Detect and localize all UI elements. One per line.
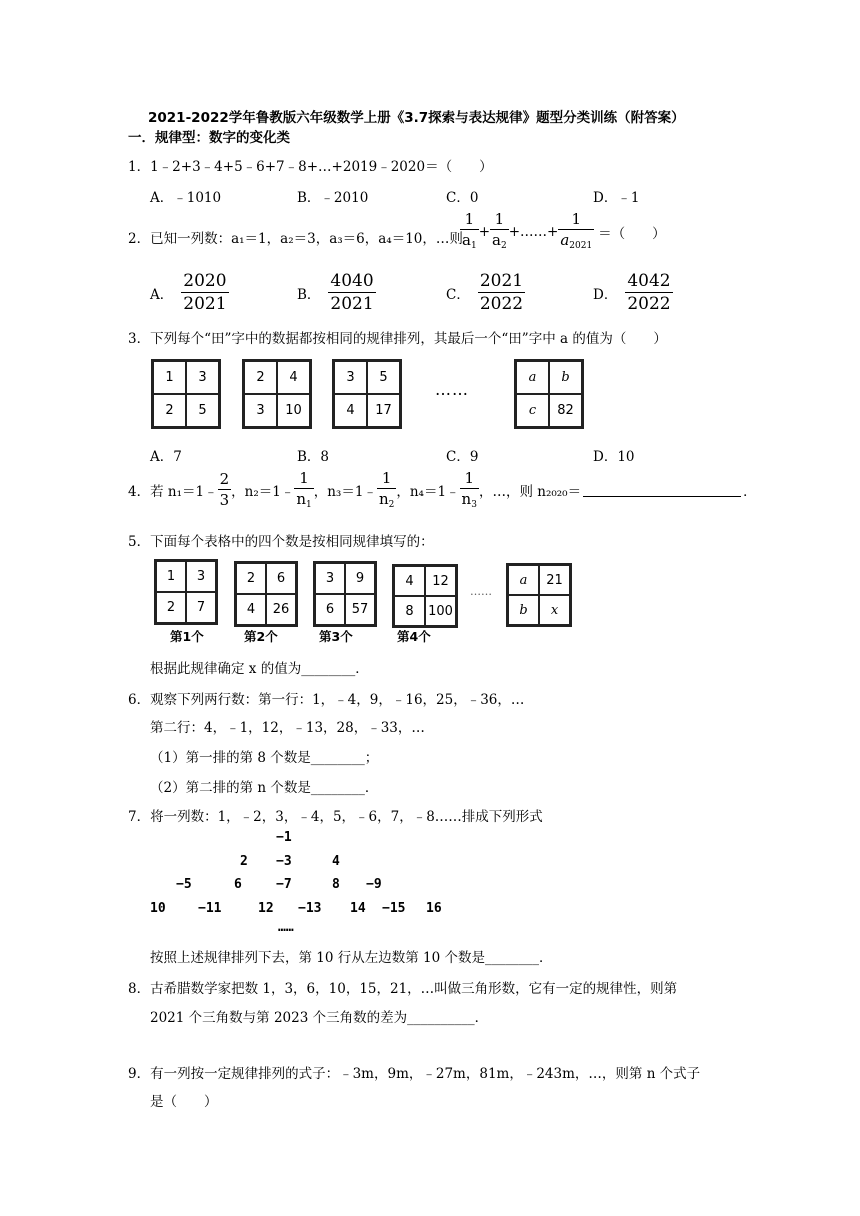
q9-line-1: 9．有一列按一定规律排列的式子：﹣3m，9m，﹣27m，81m，﹣243m，…，则第 n 个式子 — [128, 1066, 701, 1082]
q1-option-c[interactable]: C．0 — [446, 190, 479, 206]
q7-row-3-item: 8 — [332, 877, 340, 892]
q7-row-1-item: −1 — [276, 830, 292, 845]
q6-part-1: （1）第一排的第 8 个数是________； — [150, 750, 379, 766]
q5-grid-4: 4 12 8 100 — [392, 564, 458, 628]
q7-row-3-item: −5 — [176, 877, 192, 892]
q2-frac-2: $\frac{1}{a_2}$ — [492, 210, 507, 251]
q2-stem — [128, 227, 463, 247]
q6-part-2: （2）第二排的第 n 个数是________． — [150, 780, 379, 796]
q2-frac-3: $\frac{1}{a_{2021}}$ — [560, 210, 593, 251]
q5-caption-2: 第2个 — [244, 629, 278, 644]
q2-sequence: a₁＝1，a₂＝3，a₃＝6，a₄＝10，…则 — [231, 231, 463, 247]
q5-caption-1: 第1个 — [170, 629, 204, 644]
q7-row-3-item: 6 — [234, 877, 242, 892]
q7-row-3-item: −9 — [366, 877, 382, 892]
q7-row-3-item: −7 — [276, 877, 292, 892]
q5-grid-3: 3 9 6 57 — [313, 561, 377, 627]
q1-option-b[interactable]: B．﹣2010 — [297, 190, 369, 206]
q7-row-4-item: 14 — [350, 901, 366, 916]
q5-ellipsis: …… — [470, 585, 492, 598]
q2-option-d[interactable]: D． $\frac{4042}{2022}$ — [593, 271, 671, 314]
q7-row-4-item: −11 — [198, 901, 222, 916]
q7-row-2-item: 4 — [332, 854, 340, 869]
q8-line-2: 2021 个三角数与第 2023 个三角数的差为__________． — [150, 1010, 489, 1026]
q7-row-4-item: −15 — [382, 901, 406, 916]
q2-option-a[interactable]: A． $\frac{2020}{2021}$ — [150, 271, 227, 314]
q2-option-b[interactable]: B． $\frac{4040}{2021}$ — [297, 271, 374, 314]
q3-grid-2: 2 4 3 10 — [242, 359, 312, 429]
q7-question: 按照上述规律排列下去，第 10 行从左边数第 10 个数是________． — [150, 950, 553, 966]
q1-stem: 1．1﹣2+3﹣4+5﹣6+7﹣8+…+2019﹣2020＝（ ） — [128, 159, 493, 175]
q3-stem: 3．下列每个“田”字中的数据都按相同的规律排列，其最后一个“田”字中 a 的值为（ ） — [128, 331, 667, 347]
q2-option-c[interactable]: C． $\frac{2021}{2022}$ — [446, 271, 524, 314]
q7-dots: …… — [278, 920, 294, 935]
q3-ellipsis: …… — [435, 380, 469, 399]
section-heading: 一．规律型：数字的变化类 — [128, 130, 290, 146]
q7-row-4-item: −13 — [298, 901, 322, 916]
q1-option-d[interactable]: D．﹣1 — [593, 190, 640, 206]
q4-answer-blank[interactable] — [583, 483, 741, 497]
q7-row-4-item: 12 — [258, 901, 274, 916]
q5-grid-1: 1 3 2 7 — [154, 559, 218, 625]
q7-stem: 7．将一列数：1，﹣2，3，﹣4，5，﹣6，7，﹣8……排成下列形式 — [128, 809, 543, 825]
q5-stem: 5．下面每个表格中的四个数是按相同规律填写的： — [128, 534, 434, 550]
q5-caption-4: 第4个 — [397, 629, 431, 644]
q7-row-4-item: 16 — [426, 901, 442, 916]
q3-grid-4: a b c 82 — [514, 359, 584, 429]
q5-grid-2: 2 6 4 26 — [234, 561, 298, 627]
q7-row-2-item: 2 — [240, 854, 248, 869]
q3-grid-3: 3 5 4 17 — [332, 359, 402, 429]
q7-row-2-item: −3 — [276, 854, 292, 869]
q9-line-2: 是（ ） — [150, 1094, 218, 1110]
q4-stem: 4．若 n₁＝1﹣ $\frac{2}{3}$ ，n₂＝1﹣ $\frac{1}{n_1}$ ，n₃＝1﹣ $\frac{1}{n_2}$ ，n₄＝1﹣ $\frac{1}{n_3}$ ，…，则 n₂₀₂₀＝ ． — [128, 468, 757, 510]
q1-option-a[interactable]: A．﹣1010 — [150, 190, 222, 206]
q2-prefix: 2．已知一列数： — [128, 231, 232, 247]
q3-option-d[interactable]: D．10 — [593, 449, 635, 465]
q3-option-a[interactable]: A．7 — [150, 449, 182, 465]
q3-option-c[interactable]: C．9 — [446, 449, 479, 465]
q8-line-1: 8．古希腊数学家把数 1，3，6，10，15，21，…叫做三角形数，它有一定的规律性，则第 — [128, 981, 678, 997]
q5-caption-3: 第3个 — [319, 629, 353, 644]
q2-sum-expression: $\frac{1}{a_1}$ + $\frac{1}{a_2}$ +……+ $\frac{1}{a_{2021}}$ ＝（ ） — [462, 210, 666, 251]
q6-line-2: 第二行：4，﹣1，12，﹣13，28，﹣33，… — [150, 720, 425, 736]
q6-line-1: 6．观察下列两行数：第一行：1，﹣4，9，﹣16，25，﹣36，… — [128, 692, 525, 708]
q7-row-4-item: 10 — [150, 901, 166, 916]
document-title: 2021-2022学年鲁教版六年级数学上册《3.7探索与表达规律》题型分类训练（附答案） — [148, 110, 685, 126]
q3-option-b[interactable]: B．8 — [297, 449, 330, 465]
q3-grid-1: 1 3 2 5 — [151, 359, 221, 429]
q5-question: 根据此规律确定 x 的值为________． — [150, 661, 369, 677]
q5-grid-5: a 21 b x — [506, 563, 572, 627]
q2-frac-1: $\frac{1}{a_1}$ — [462, 210, 477, 251]
